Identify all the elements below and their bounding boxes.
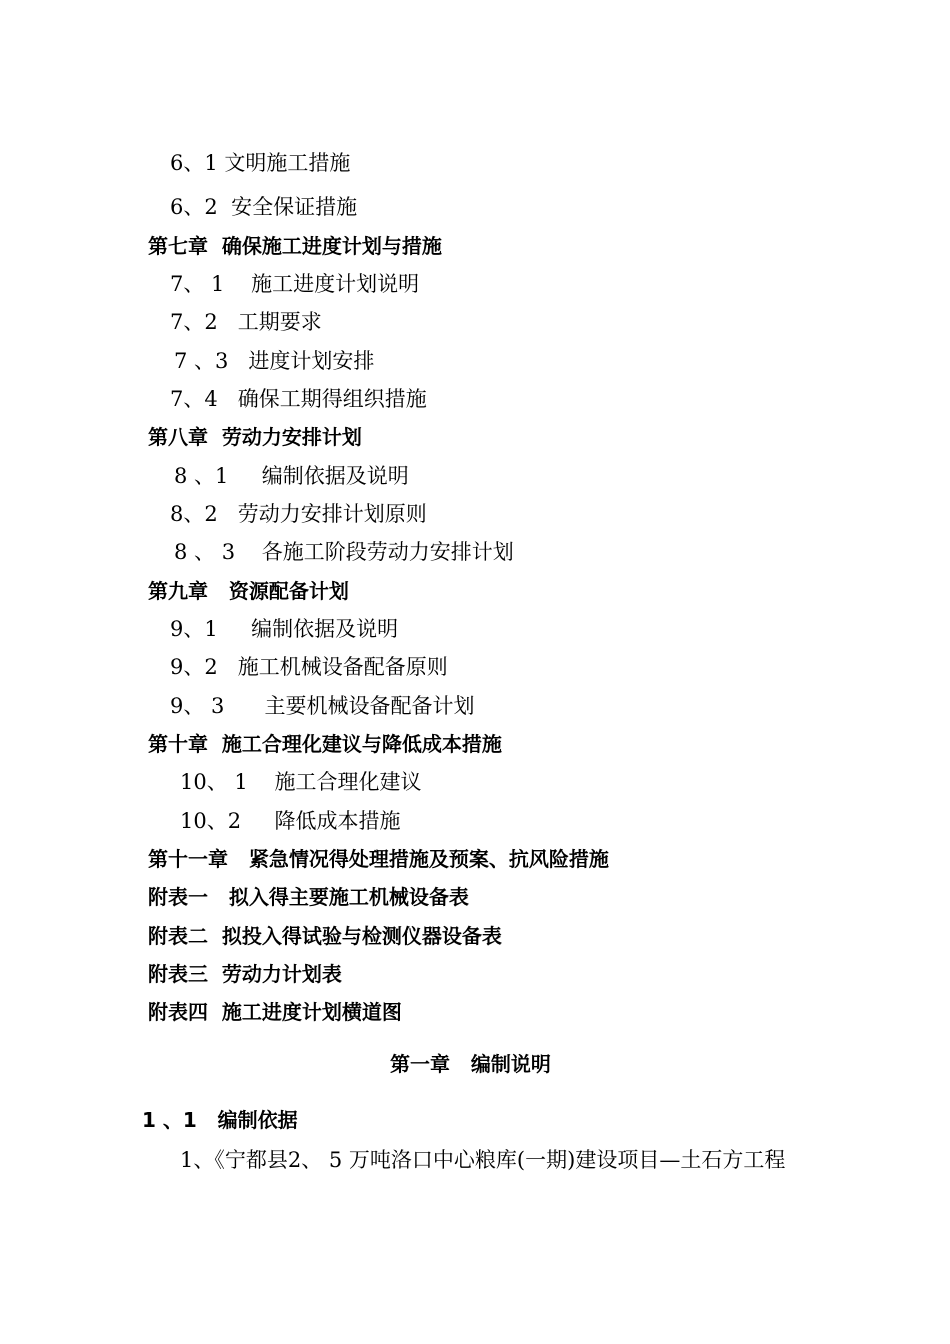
toc-entry-6-1: 6、1 文明施工措施 xyxy=(170,151,351,175)
toc-chapter-8: 第八章 劳动力安排计划 xyxy=(148,425,362,449)
toc-entry-8-2: 8、2 劳动力安排计划原则 xyxy=(170,502,427,526)
toc-entry-6-2: 6、2 安全保证措施 xyxy=(170,195,358,219)
toc-entry-7-3: 7 、3 进度计划安排 xyxy=(174,349,375,373)
toc-entry-10-1: 10、 1 施工合理化建议 xyxy=(180,770,422,794)
toc-appendix-2: 附表二 拟投入得试验与检测仪器设备表 xyxy=(148,924,502,948)
toc-appendix-4: 附表四 施工进度计划横道图 xyxy=(148,1000,402,1024)
toc-entry-9-3: 9、 3 主要机械设备配备计划 xyxy=(170,694,475,718)
toc-entry-7-1: 7、 1 施工进度计划说明 xyxy=(170,272,420,296)
toc-entry-7-4: 7、4 确保工期得组织措施 xyxy=(170,387,427,411)
toc-entry-10-2: 10、2 降低成本措施 xyxy=(180,809,401,833)
toc-chapter-7: 第七章 确保施工进度计划与措施 xyxy=(148,234,442,258)
section-heading-1-1: 1 、1 编制依据 xyxy=(142,1108,298,1132)
toc-appendix-1: 附表一 拟入得主要施工机械设备表 xyxy=(148,885,469,909)
toc-appendix-3: 附表三 劳动力计划表 xyxy=(148,962,342,986)
toc-entry-7-2: 7、2 工期要求 xyxy=(170,310,322,334)
paragraph-1: 1、《宁都县2、 5 万吨洛口中心粮库(一期)建设项目—土石方工程 xyxy=(180,1148,786,1172)
toc-entry-8-1: 8 、1 编制依据及说明 xyxy=(174,464,409,488)
toc-chapter-9: 第九章 资源配备计划 xyxy=(148,579,349,603)
toc-chapter-10: 第十章 施工合理化建议与降低成本措施 xyxy=(148,732,502,756)
chapter-title: 第一章 编制说明 xyxy=(390,1052,551,1076)
toc-entry-9-1: 9、1 编制依据及说明 xyxy=(170,617,399,641)
toc-entry-8-3: 8 、 3 各施工阶段劳动力安排计划 xyxy=(174,540,514,564)
toc-entry-9-2: 9、2 施工机械设备配备原则 xyxy=(170,655,448,679)
toc-chapter-11: 第十一章 紧急情况得处理措施及预案、抗风险措施 xyxy=(148,847,609,871)
